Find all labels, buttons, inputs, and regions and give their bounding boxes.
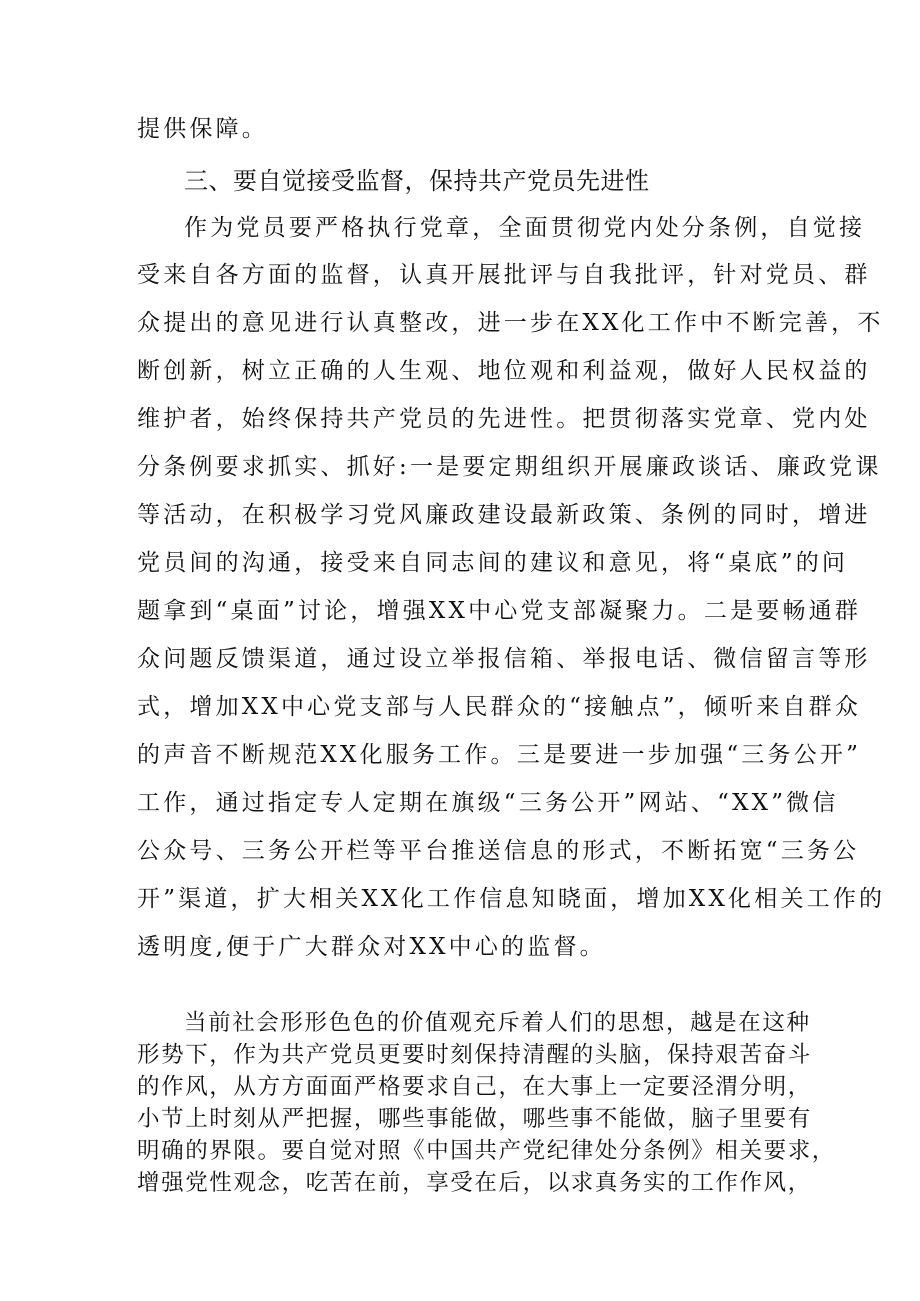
intro-line: 提供保障。 (137, 116, 268, 142)
paragraph-1-line-4: 断创新，树立正确的人生观、地位观和利益观，做好人民权益的 (137, 358, 871, 384)
paragraph-1-line-12: 的声音不断规范XX化服务工作。三是要进一步加强“三务公开” (137, 742, 862, 768)
paragraph-1-line-8: 党员间的沟通，接受来自同志间的建议和意见，将“桌底”的问 (137, 550, 849, 576)
paragraph-1-line-2: 受来自各方面的监督，认真开展批评与自我批评，针对党员、群 (137, 262, 871, 288)
paragraph-1-line-5: 维护者，始终保持共产党员的先进性。把贯彻落实党章、党内处 (137, 406, 871, 432)
paragraph-1-line-15: 开”渠道，扩大相关XX化工作信息知晓面，增加XX化相关工作的 (137, 886, 886, 912)
paragraph-2-line-3: 的作风，从方方面面严格要求自己，在大事上一定要泾渭分明， (137, 1074, 812, 1100)
paragraph-1-line-1: 作为党员要严格执行党章，全面贯彻党内处分条例，自觉接 (184, 215, 866, 241)
paragraph-1-line-3: 众提出的意见进行认真整改，进一步在XX化工作中不断完善，不 (137, 310, 884, 336)
paragraph-1-line-9: 题拿到“桌面”讨论，增强XX中心党支部凝聚力。二是要畅通群 (137, 598, 862, 624)
section-heading: 三、要自觉接受监督，保持共产党员先进性 (184, 167, 650, 195)
paragraph-2-line-4: 小节上时刻从严把握，哪些事能做，哪些事不能做，脑子里要有 (137, 1106, 812, 1132)
paragraph-1-line-14: 公众号、三务公开栏等平台推送信息的形式，不断拓宽“三务公 (137, 838, 860, 864)
paragraph-2-line-2: 形势下，作为共产党员更要时刻保持清醒的头脑，保持艰苦奋斗 (137, 1042, 812, 1068)
paragraph-1-line-6: 分条例要求抓实、抓好:一是要定期组织开展廉政谈话、廉政党课 (137, 454, 882, 480)
paragraph-1-line-7: 等活动，在积极学习党风廉政建设最新政策、条例的同时，增进 (137, 502, 871, 528)
paragraph-1-line-13: 工作，通过指定专人定期在旗级“三务公开”网站、“XX”微信 (137, 790, 839, 816)
paragraph-2-line-6: 增强党性观念，吃苦在前，享受在后，以求真务实的工作作风， (137, 1170, 812, 1196)
paragraph-1-line-10: 众问题反馈渠道，通过设立举报信箱、举报电话、微信留言等形 (137, 646, 871, 672)
paragraph-1-line-11: 式，增加XX中心党支部与人民群众的“接触点”，倾听来自群众 (137, 694, 862, 720)
paragraph-2-line-1: 当前社会形形色色的价值观充斥着人们的思想，越是在这种 (184, 1010, 811, 1036)
paragraph-2-line-5: 明确的界限。要自觉对照《中国共产党纪律处分条例》相关要求， (137, 1138, 836, 1164)
paragraph-1-line-16: 透明度,便于广大群众对XX中心的监督。 (137, 934, 606, 960)
